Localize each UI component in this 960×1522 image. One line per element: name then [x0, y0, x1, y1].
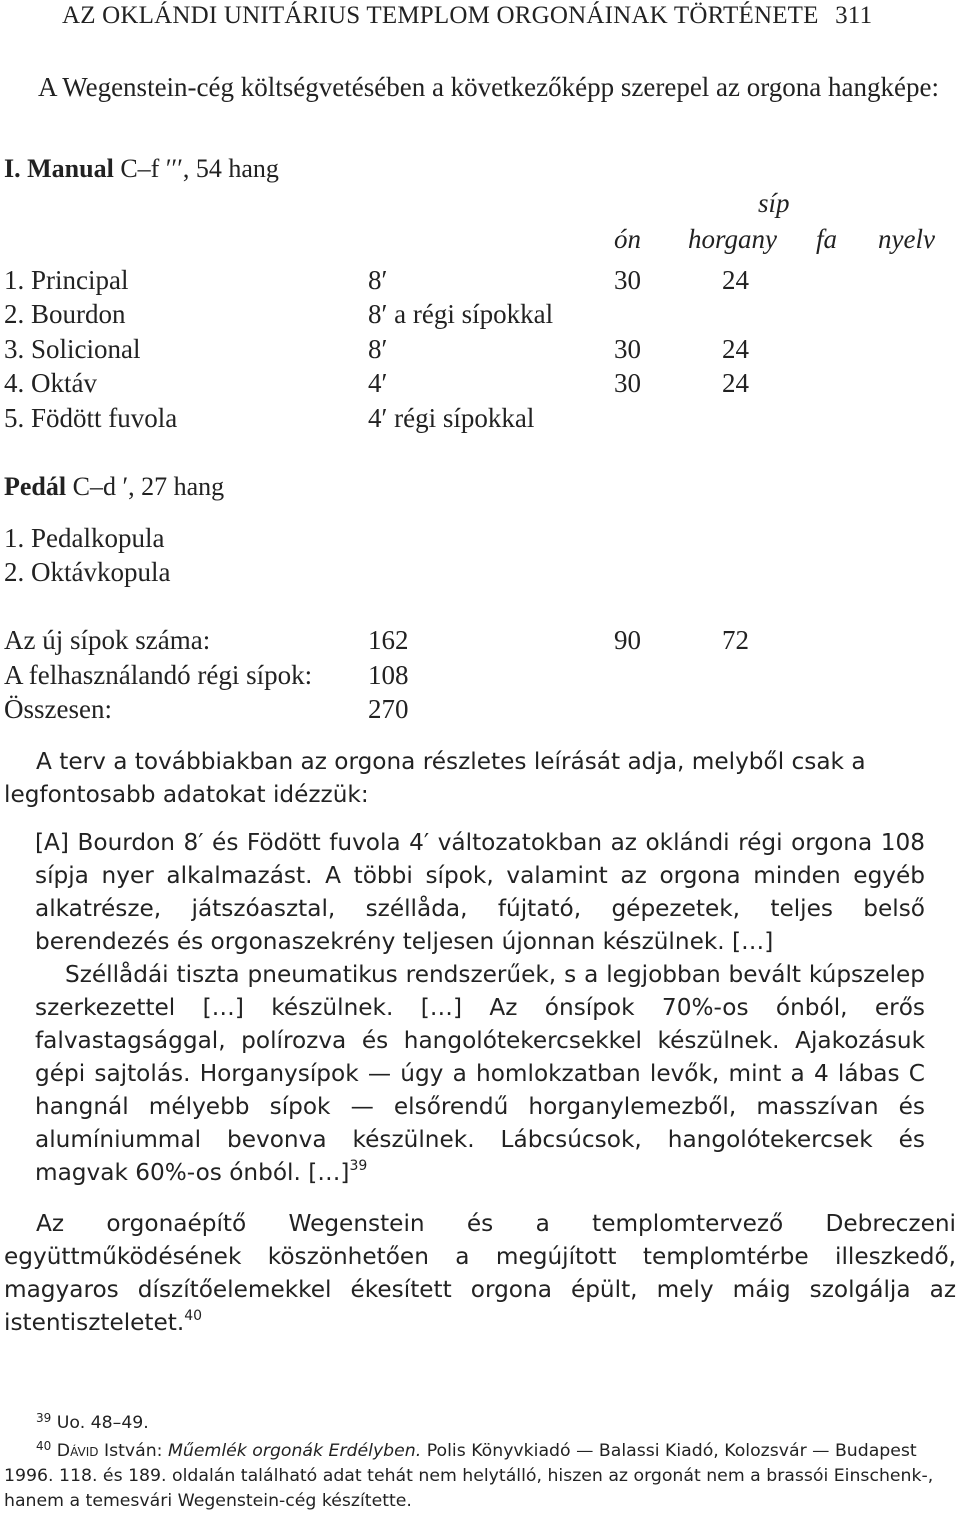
manual-range: C–f ′′′, 54 hang	[120, 154, 279, 183]
stop-on-1: 30	[614, 265, 641, 295]
footnote-40-title: Műemlék orgonák Erdélyben.	[168, 1441, 422, 1461]
col-nyelv: nyelv	[878, 224, 935, 254]
closing-paragraph	[4, 1207, 956, 1339]
stop-size-5: 4′ régi sípokkal	[368, 403, 535, 433]
plan-intro-paragraph: A terv a továbbiakban az orgona részletes leírását adja, melyből csak a legfontosabb adatokat idézzük:	[4, 748, 866, 808]
manual-heading	[4, 154, 279, 184]
footnote-40-number: 40	[36, 1439, 52, 1453]
coupler-2: 2. Oktávkopula	[4, 557, 171, 587]
stop-on-3: 30	[614, 334, 641, 364]
footnote-40-rest: Polis Könyvkiadó — Balassi Kiadó, Kolozsvár — Budapest 1996. 118. és 189. oldalán található adat tehát nem helytálló, hiszen az orgonát nem a brassói Einschenk-, hanem a temesvári Wegenstein-cég készítette.	[4, 1441, 934, 1511]
quote-paragraph-2-text: Széllådái tiszta pneumatikus rendszerűek, s a legjobban bevált kúpszelep szerkezettel […] készülnek. […] Az ónsípok 70%-os ónból, erős falvastagsággal, polírozva és hangolótekercsekkel készülnek. Ajakozásuk gépi sajtolás. Horganysípok — úgy a homlokzatban levők, mint a 4 lábas C hangnál mélyebb sípok — elsőrendű horganylemezből, masszívan és alumíniummal bevonva készülnek. Lábcsúcsok, hangolótekercsek és magvak 60%-os ónból. […]	[35, 961, 925, 1186]
stop-name-1: 1. Principal	[4, 265, 129, 295]
total-on-new: 90	[614, 625, 641, 655]
footnote-40	[4, 1439, 956, 1514]
footnote-40-given: István:	[104, 1441, 163, 1461]
stop-size-3: 8′	[368, 334, 388, 364]
total-label-new: Az új sípok száma:	[4, 625, 211, 655]
total-value-new: 162	[368, 625, 409, 655]
stop-horgany-1: 24	[722, 265, 749, 295]
stop-horgany-3: 24	[722, 334, 749, 364]
block-quote	[35, 826, 925, 1189]
footnote-ref-39[interactable]: 39	[349, 1158, 368, 1174]
stop-size-4: 4′	[368, 368, 388, 398]
footnote-40-author: Dávid	[56, 1441, 99, 1461]
coupler-1: 1. Pedalkopula	[4, 523, 165, 553]
running-header	[62, 2, 872, 30]
col-group-sip: síp	[758, 188, 790, 218]
footnote-39-number: 39	[36, 1411, 52, 1425]
total-horgany-new: 72	[722, 625, 749, 655]
stop-name-4: 4. Oktáv	[4, 368, 97, 398]
footnote-ref-40[interactable]: 40	[184, 1308, 203, 1324]
stop-name-3: 3. Solicional	[4, 334, 141, 364]
stop-size-2: 8′ a régi sípokkal	[368, 299, 554, 329]
pedal-heading	[4, 472, 224, 502]
total-label-old: A felhasználandó régi sípok:	[4, 660, 313, 690]
total-value-old: 108	[368, 660, 409, 690]
closing-text: Az orgonaépítő Wegenstein és a templomtervező Debreczeni együttműködésének köszönhetően a megújított templomtérbe illeszkedő, magyaros díszítőelemekkel ékesített orgona épült, mely máig szolgálja az istentiszteletet.	[4, 1210, 956, 1336]
manual-label: I. Manual	[4, 154, 114, 183]
total-label-sum: Összesen:	[4, 694, 112, 724]
page-number: 311	[835, 2, 873, 29]
footnote-39-text: Uo. 48–49.	[56, 1413, 149, 1433]
pedal-label: Pedál	[4, 472, 67, 501]
header-title: AZ OKLÁNDI UNITÁRIUS TEMPLOM ORGONÁINAK TÖRTÉNETE	[62, 2, 819, 29]
intro-paragraph: A Wegenstein-cég költségvetésében a következőképp szerepel az orgona hangképe:	[38, 72, 939, 102]
stop-horgany-4: 24	[722, 368, 749, 398]
stop-size-1: 8′	[368, 265, 388, 295]
quote-paragraph-1: [A] Bourdon 8′ és Födött fuvola 4′ változatokban az oklándi régi orgona 108 sípja nyer alkalmazást. A többi sípok, valamint az orgona minden egyéb alkatrésze, játszóasztal, széllåda, fújtató, gépezetek, teljes belső berendezés és orgonaszekrény teljesen újonnan készülnek. […]	[35, 829, 925, 955]
col-horgany: horgany	[688, 224, 777, 254]
col-on: ón	[614, 224, 641, 254]
stop-on-4: 30	[614, 368, 641, 398]
stop-name-5: 5. Födött fuvola	[4, 403, 178, 433]
quote-paragraph-2	[35, 958, 925, 1189]
total-value-sum: 270	[368, 694, 409, 724]
footnote-39	[4, 1411, 956, 1436]
stop-name-2: 2. Bourdon	[4, 299, 126, 329]
pedal-range: C–d ′, 27 hang	[72, 472, 225, 501]
col-fa: fa	[816, 224, 838, 254]
